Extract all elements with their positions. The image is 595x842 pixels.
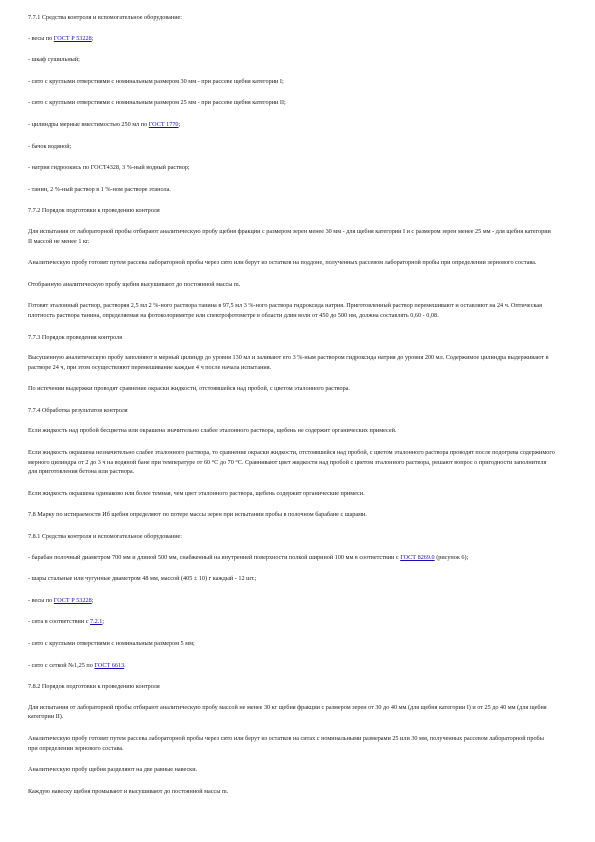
section-7-8-text: 7.8 Марку по истираемости Иб щебня определяют по потере массы зерен при испытании пробы в полочном барабане с шарами. — [28, 511, 367, 519]
section-7-7-1-heading: 7.7.1 Средства контроля и вспомогательное оборудование: — [28, 14, 183, 21]
gost-r-53228-link[interactable]: ГОСТ Р 53228 — [53, 34, 92, 42]
list-item-drying-oven: - шкаф сушильный; — [28, 56, 80, 64]
section-7-7-4-heading: 7.7.4 Обработка результатов контроля — [28, 406, 128, 414]
list-item-water-tank: - бачок водяной; — [28, 142, 72, 150]
list-item-sieves: - сита в соответствии с 7.2.1; — [28, 618, 105, 626]
paragraph: Готовят эталонный раствор, растворяя 2,5 мл 2 %-ного раствора танина в 97,5 мл 3 %-ного раствора гидроксида натрия. Приготовленный раствор перемешивают и оставляют на 24 ч. Оптическая плотность раствора танина, определяемая на фотоколориметре или спектрофотометре в области длин волн от 450 до 500 нм, должна составлять 0,60 - 0,08. — [28, 302, 542, 319]
list-item-tannin: - танин, 2 %-ный раствор в 1 %-ном растворе этанола. — [28, 185, 171, 193]
clause-7-2-1-link[interactable]: 7.2.1 — [90, 618, 103, 626]
list-item-scales: - весы по ГОСТ Р 53228; — [28, 596, 94, 604]
paragraph: Аналитическую пробу готовят путем рассева лабораторной пробы через сито или берут из остатков на ситах с номинальными размерами 25 или 30 мм, полученных рассевом лабораторной пробы при определении зернового состава. — [28, 734, 544, 752]
section-7-8-2-heading: 7.8.2 Порядок подготовки к проведению контроля — [28, 683, 160, 691]
paragraph: Аналитическую пробу готовят путем рассева лабораторной пробы через сито или берут из остатков на поддоне, полученных рассевом лабораторной пробы при определении зернового состава. — [28, 259, 537, 267]
list-item-sieve-5mm: - сито с круглыми отверстиями с номинальным размером 5 мм; — [28, 640, 195, 647]
gost-8269-0-link[interactable]: ГОСТ 8269.0 — [400, 553, 435, 561]
list-item-balls: - шары стальные или чугунные диаметром 48 мм, массой (405 ± 10) г каждый - 12 шт.; — [28, 575, 257, 583]
paragraph: Для испытания от лабораторной пробы отбирают аналитическую пробу массой не менее 30 кг щебня фракции с размером зерен от 30 до 40 мм (для щебня категории I) и от 25 до 40 мм (для щебня категории II). — [28, 703, 547, 721]
paragraph: Если жидкость над пробой бесцветна или окрашена значительно слабее эталонного раствора, щебень не содержит органических примесей. — [28, 427, 397, 435]
paragraph: Аналитическую пробу щебня разделяют на две равные навески. — [28, 766, 198, 774]
list-item-sieve-25mm: - сито с круглыми отверстиями с номинальным размером 25 мм - при рассеве щебня категории II; — [28, 99, 286, 107]
list-item-sodium-hydroxide: - натрия гидроокись по ГОСТ4328, 3 %-ный водный раствор; — [28, 164, 190, 172]
list-item-scales: - весы по ГОСТ Р 53228; — [28, 34, 94, 42]
paragraph: Высушенную аналитическую пробу заполняют в мерный цилиндр до уровня 130 мл и заливают его 3 %-ным раствором гидроксида натрия до уровня 200 мл. Содержимое цилиндра выдерживают в растворе 24 ч, при этом осуществляют перемешивание каждые 4 ч после начала испытания. — [28, 354, 549, 371]
paragraph: Если жидкость окрашена незначительно слабее эталонного раствора, то сравнение окраски жидкости, отстоявшейся над пробой, с цветом эталонного раствора проводят после подогрева содержимого мерного цилиндра от 2 до 3 ч на водяной бане при температуре от 60 °С до 70 °С. Сравнивают цвет жидкости над пробой с цветом эталонного раствора, решают вопрос о пригодности заполнителя для приготовления бетона или раствора. — [28, 449, 555, 476]
section-7-8-1-heading: 7.8.1 Средства контроля и вспомогательное оборудование: — [28, 533, 183, 541]
gost-6613-link[interactable]: ГОСТ 6613 — [94, 661, 125, 669]
paragraph: Каждую навеску щебня промывают и высушивают до постоянной массы m. — [28, 787, 229, 795]
paragraph: Для испытания от лабораторной пробы отбирают аналитическую пробу щебня фракции с размером зерен менее 30 мм - для щебня категории I и с размером зерен менее 25 мм - для щебня категории II массой не менее 1 кг. — [28, 227, 551, 245]
list-item-cylinders: - цилиндры мерные вместимостью 250 мл по ГОСТ 1770; — [28, 120, 181, 128]
section-7-7-2-heading: 7.7.2 Порядок подготовки к проведению контроля — [28, 207, 160, 215]
paragraph: Если жидкость окрашена одинаково или более темная, чем цвет эталонного раствора, щебень содержит органические примеси. — [28, 489, 365, 497]
gost-1770-link[interactable]: ГОСТ 1770 — [148, 120, 179, 128]
gost-r-53228-link[interactable]: ГОСТ Р 53228 — [53, 596, 92, 604]
paragraph: Отобранную аналитическую пробу щебня высушивают до постоянной массы m. — [28, 280, 241, 288]
list-item-sieve-mesh: - сито с сеткой №1,25 по ГОСТ 6613. — [28, 661, 126, 669]
paragraph: По истечении выдержки проводят сравнение окраски жидкости, отстоявшейся над пробой, с цветом эталонного раствора. — [28, 385, 350, 393]
list-item-drum: - барабан полочный диаметром 700 мм и длиной 500 мм, снабженный на внутренней поверхности полкой шириной 100 мм в соответствии с ГОСТ 8269.0 (рисунок 6); — [28, 553, 469, 561]
section-7-7-3-heading: 7.7.3 Порядок проведения контроля — [28, 333, 123, 341]
list-item-sieve-30mm: - сито с круглыми отверстиями с номинальным размером 30 мм - при рассеве щебня категории I; — [28, 77, 284, 85]
